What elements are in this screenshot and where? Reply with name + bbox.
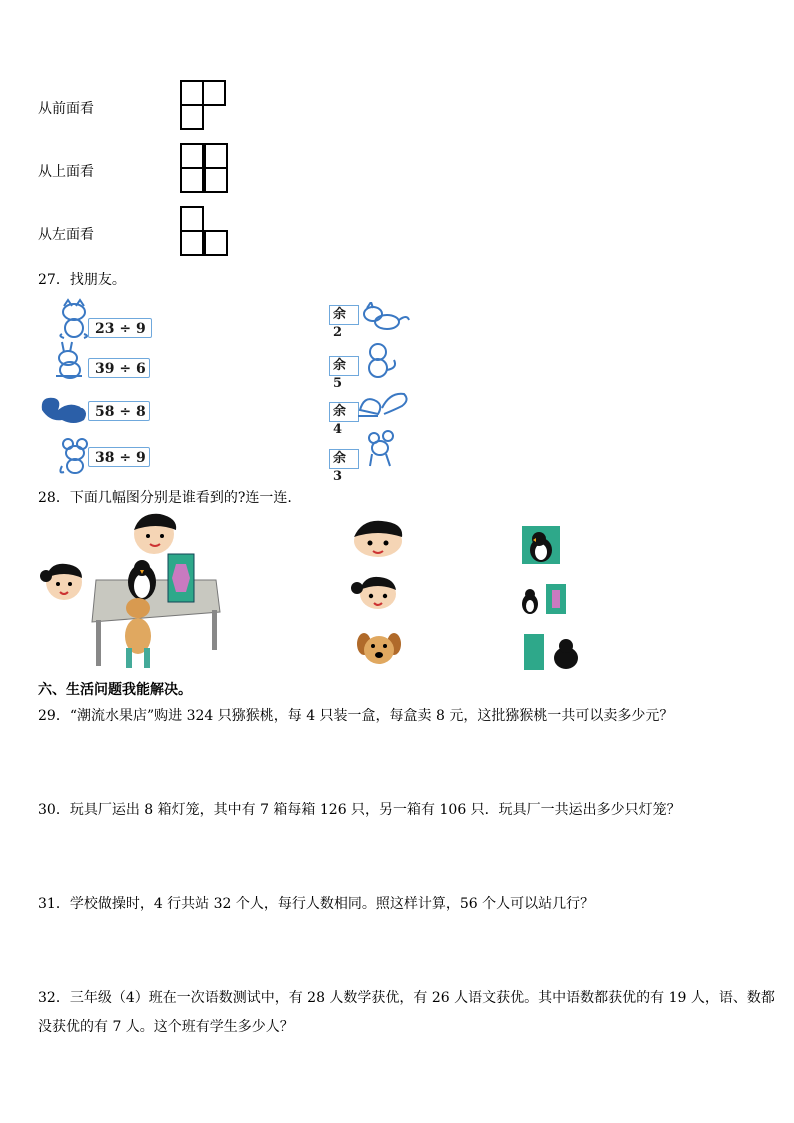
expr-box-4: 38 ÷ 9: [88, 447, 150, 467]
box-and-penguin-view: [524, 634, 580, 670]
view-top-grid: [180, 143, 230, 197]
view-top-label: 从上面看: [38, 164, 94, 180]
boy-face-icon: [348, 519, 408, 559]
expr-box-3: 58 ÷ 8: [88, 401, 150, 421]
question-30: 30．玩具厂运出 8 箱灯笼，其中有 7 箱每箱 126 只，另一箱有 106 只．玩具厂一共运出多少只灯笼？: [38, 802, 681, 818]
remainder-box-2: 余5: [329, 356, 359, 376]
question-32-line1: 32．三年级（4）班在一次语数测试中，有 28 人数学获优，有 26 人语文获优。其中语数都获优的有 19 人，语、数都: [38, 990, 775, 1006]
remainder-box-4: 余3: [329, 449, 359, 469]
remainder-box-1: 余2: [329, 305, 359, 325]
dog-face-icon: [356, 628, 402, 668]
q28-title: 28．下面几幅图分别是谁看到的?连一连.: [38, 490, 292, 506]
q27-title: 27．找朋友。: [38, 272, 126, 288]
view-left-label: 从左面看: [38, 227, 94, 243]
cat-icon: [359, 302, 411, 332]
penguin-and-box-view: [520, 582, 568, 616]
question-32-line2: 没获优的有 7 人。这个班有学生多少人？: [38, 1019, 294, 1035]
mouse-icon: [360, 430, 400, 468]
expr-box-1: 23 ÷ 9: [88, 318, 152, 338]
expr-box-2: 39 ÷ 6: [88, 358, 150, 378]
view-front-label: 从前面看: [38, 101, 94, 117]
squirrel-icon: [38, 392, 94, 426]
section6-title: 六、生活问题我能解决。: [38, 682, 192, 698]
question-29: 29．“潮流水果店”购进 324 只猕猴桃，每 4 只装一盒，每盒卖 8 元，这批猕猴桃一共可以卖多少元？: [38, 708, 674, 724]
penguin-front-view: [522, 526, 560, 564]
view-left-grid: [180, 206, 230, 260]
girl-face-icon: [348, 572, 404, 612]
scene-illustration: [36, 512, 226, 674]
view-front-grid: [180, 80, 228, 134]
remainder-box-3: 余4: [329, 402, 359, 422]
squirrel-icon: [354, 386, 412, 422]
monkey-icon: [360, 342, 400, 382]
question-31: 31．学校做操时，4 行共站 32 个人，每行人数相同。照这样计算，56 个人可以站几行？: [38, 896, 595, 912]
